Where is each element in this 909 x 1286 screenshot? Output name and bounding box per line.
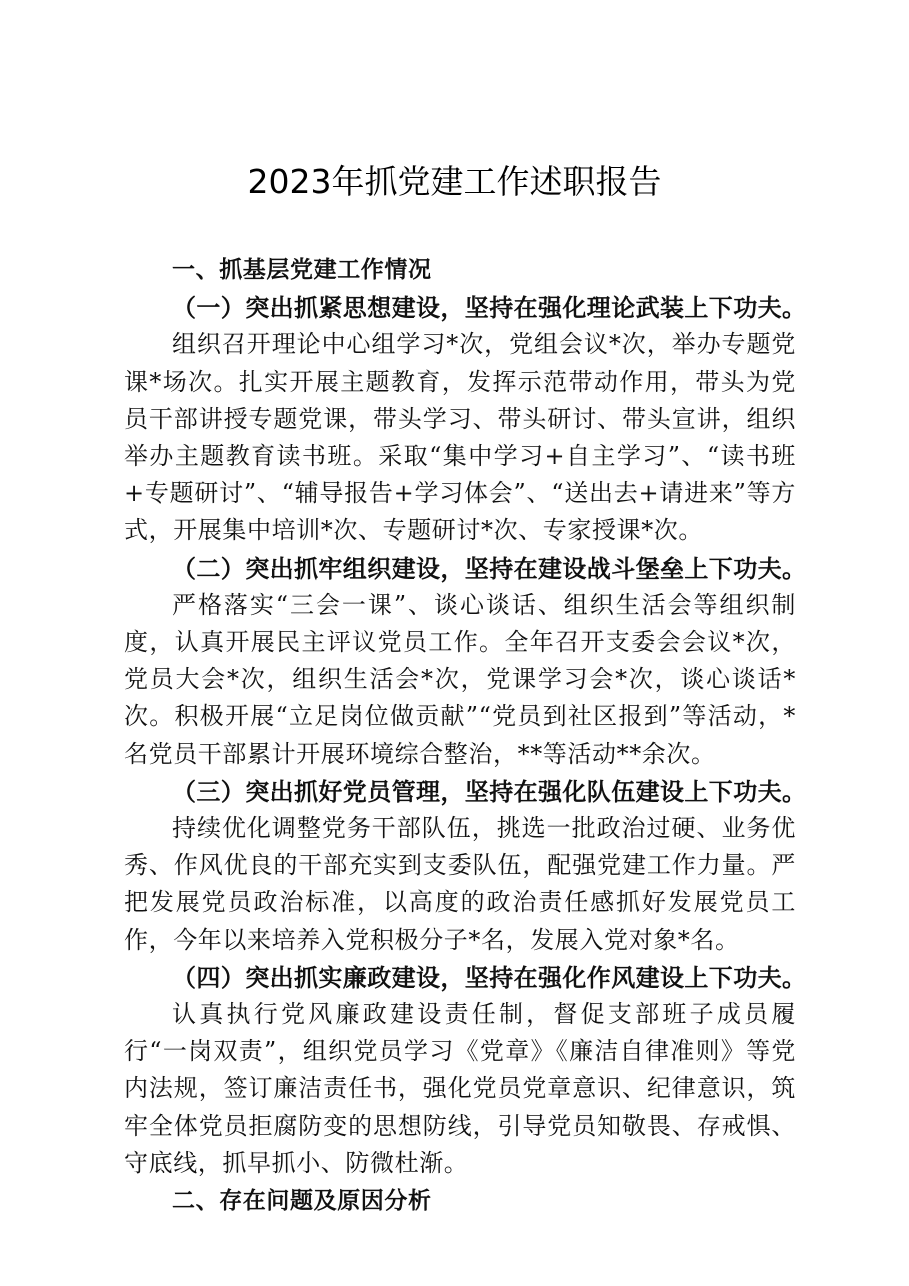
subsection-3-heading: （三）突出抓好党员管理，坚持在强化队伍建设上下功夫。 bbox=[172, 776, 807, 806]
subsection-1-heading: （一）突出抓紧思想建设，坚持在强化理论武装上下功夫。 bbox=[172, 293, 807, 323]
subsection-4-heading: （四）突出抓实廉政建设，坚持在强化作风建设上下功夫。 bbox=[172, 962, 807, 992]
subsection-2-paragraph: 严格落实“三会一课”、谈心谈话、组织生活会等组织制度，认真开展民主评议党员工作。全年召开支委会会议*次，党员大会*次，组织生活会*次，党课学习会*次，谈心谈话*次。积极开展“立足岗位做贡献”“党员到社区报到”等活动，*名党员干部累计开展环境综合整治，**等活动**余次。 bbox=[124, 590, 796, 768]
subsection-1-paragraph: 组织召开理论中心组学习*次，党组会议*次，举办专题党课*场次。扎实开展主题教育，发挥示范带动作用，带头为党员干部讲授专题党课，带头学习、带头研讨、带头宣讲，组织举办主题教育读书班。采取“集中学习+自主学习”、“读书班+专题研讨”、“辅导报告+学习体会”、“送出去+请进来”等方式，开展集中培训*次、专题研讨*次、专家授课*次。 bbox=[124, 330, 796, 545]
section-1-heading: 一、抓基层党建工作情况 bbox=[172, 257, 432, 283]
subsection-4-paragraph: 认真执行党风廉政建设责任制，督促支部班子成员履行“一岗双责”，组织党员学习《党章》《廉洁自律准则》等党内法规，签订廉洁责任书，强化党员党章意识、纪律意识，筑牢全体党员拒腐防变的思想防线，引导党员知敬畏、存戒惧、守底线，抓早抓小、防微杜渐。 bbox=[124, 1000, 796, 1177]
subsection-3-paragraph: 持续优化调整党务干部队伍，挑选一批政治过硬、业务优秀、作风优良的干部充实到支委队伍，配强党建工作力量。严把发展党员政治标准，以高度的政治责任感抓好发展党员工作，今年以来培养入党积极分子*名，发展入党对象*名。 bbox=[124, 814, 796, 954]
document-title: 2023年抓党建工作述职报告 bbox=[247, 162, 662, 201]
document-body bbox=[124, 252, 807, 1220]
subsection-2-heading: （二）突出抓牢组织建设，坚持在建设战斗堡垒上下功夫。 bbox=[172, 553, 807, 583]
section-2-heading: 二、存在问题及原因分析 bbox=[172, 1188, 432, 1215]
